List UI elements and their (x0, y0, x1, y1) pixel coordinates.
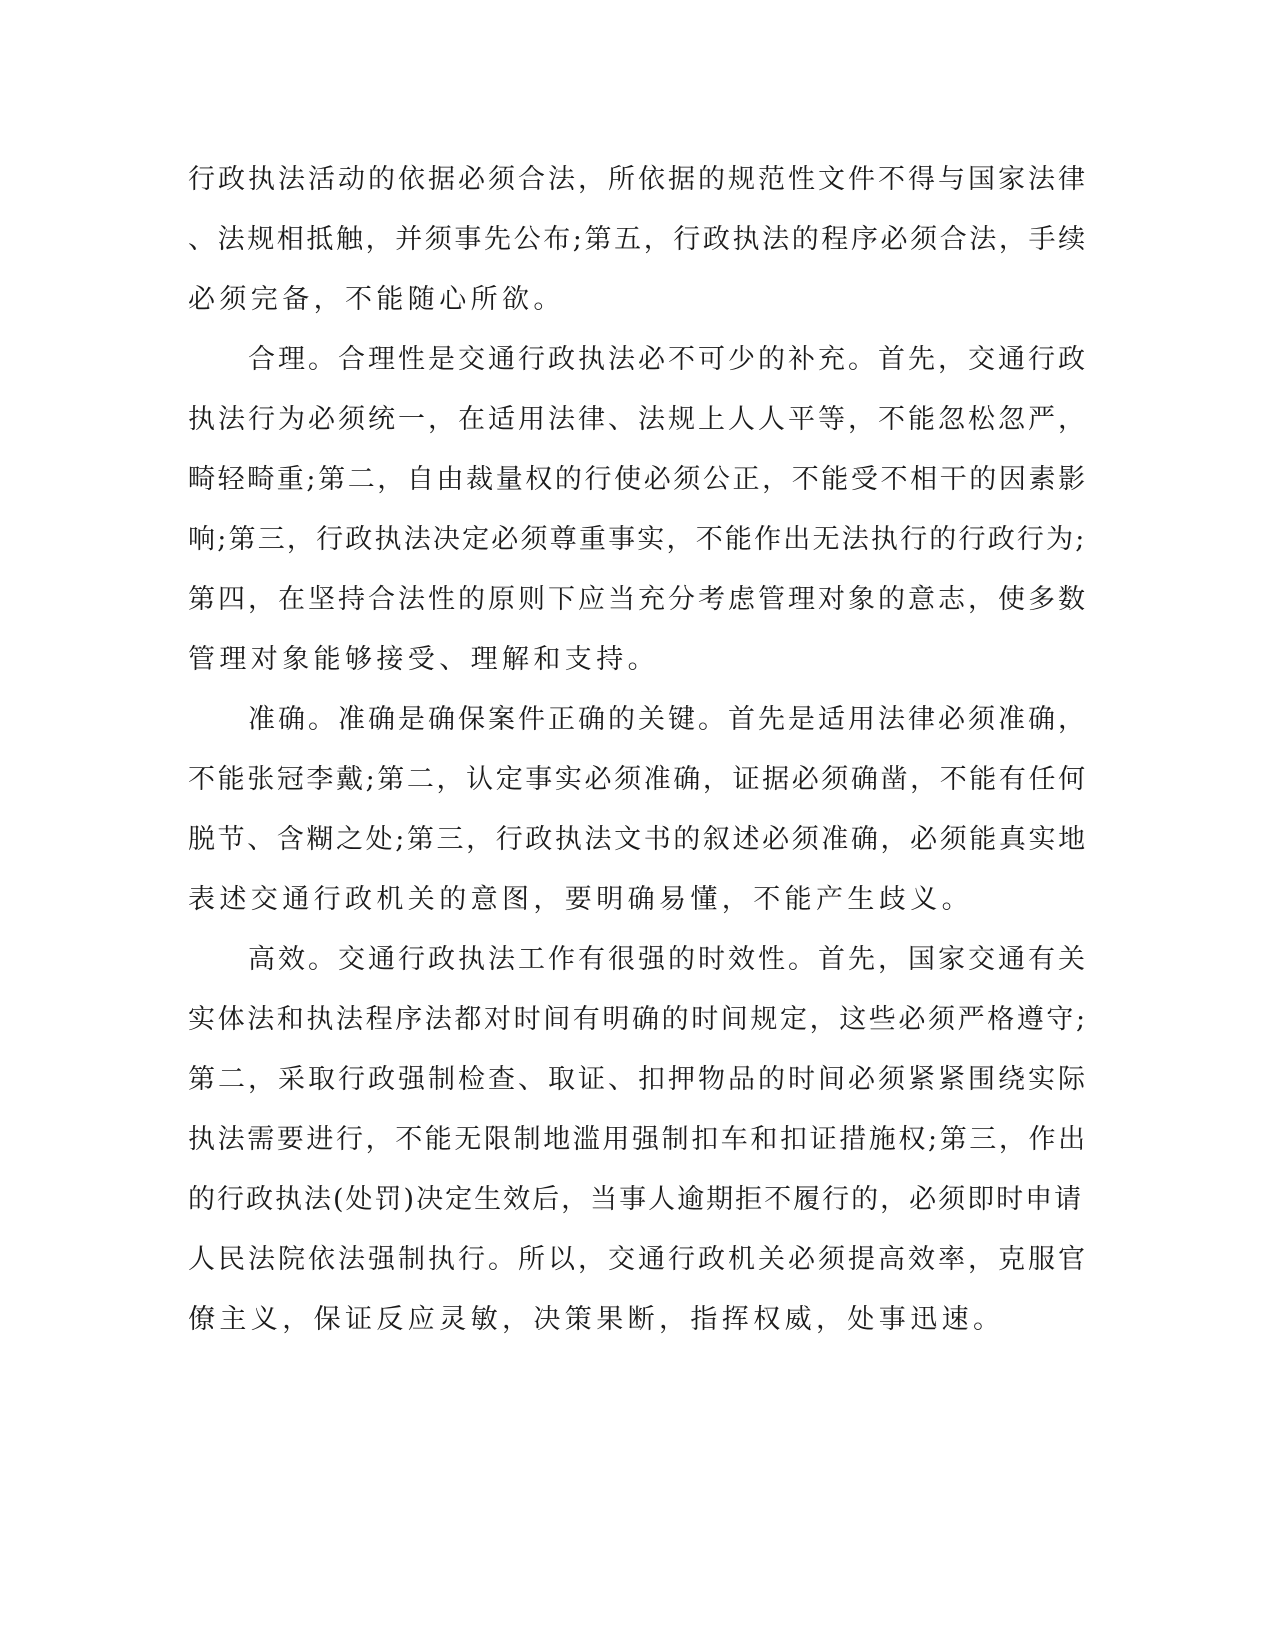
text-line: 畸轻畸重;第二，自由裁量权的行使必须公正，不能受不相干的因素影 (188, 464, 1088, 495)
text-line: 实体法和执法程序法都对时间有明确的时间规定，这些必须严格遵守; (188, 1004, 1088, 1035)
text-line: 的行政执法(处罚)决定生效后，当事人逾期拒不履行的，必须即时申请 (188, 1184, 1084, 1215)
text-line: 执法行为必须统一，在适用法律、法规上人人平等，不能忽松忽严， (188, 404, 1088, 435)
text-line: 不能张冠李戴;第二，认定事实必须准确，证据必须确凿，不能有任何 (188, 764, 1088, 795)
text-line: 高效。交通行政执法工作有很强的时效性。首先，国家交通有关 (188, 944, 1088, 975)
text-line: 行政执法活动的依据必须合法，所依据的规范性文件不得与国家法律 (188, 164, 1088, 195)
text-line: 管理对象能够接受、理解和支持。 (188, 644, 659, 675)
text-line: 响;第三，行政执法决定必须尊重事实，不能作出无法执行的行政行为; (188, 524, 1087, 555)
text-line: 第四，在坚持合法性的原则下应当充分考虑管理对象的意志，使多数 (188, 584, 1088, 615)
text-line: 脱节、含糊之处;第三，行政执法文书的叙述必须准确，必须能真实地 (188, 824, 1088, 855)
text-line: 、法规相抵触，并须事先公布;第五，行政执法的程序必须合法，手续 (188, 224, 1088, 255)
text-line: 合理。合理性是交通行政执法必不可少的补充。首先，交通行政 (188, 344, 1088, 375)
text-line: 表述交通行政机关的意图，要明确易懂，不能产生歧义。 (188, 884, 973, 915)
text-line: 准确。准确是确保案件正确的关键。首先是适用法律必须准确， (188, 704, 1088, 735)
text-line: 第二，采取行政强制检查、取证、扣押物品的时间必须紧紧围绕实际 (188, 1064, 1088, 1095)
text-line: 必须完备，不能随心所欲。 (188, 284, 565, 315)
text-line: 僚主义，保证反应灵敏，决策果断，指挥权威，处事迅速。 (188, 1304, 1005, 1335)
text-line: 执法需要进行，不能无限制地滥用强制扣车和扣证措施权;第三，作出 (188, 1124, 1088, 1155)
text-line: 人民法院依法强制执行。所以，交通行政机关必须提高效率，克服官 (188, 1244, 1088, 1275)
